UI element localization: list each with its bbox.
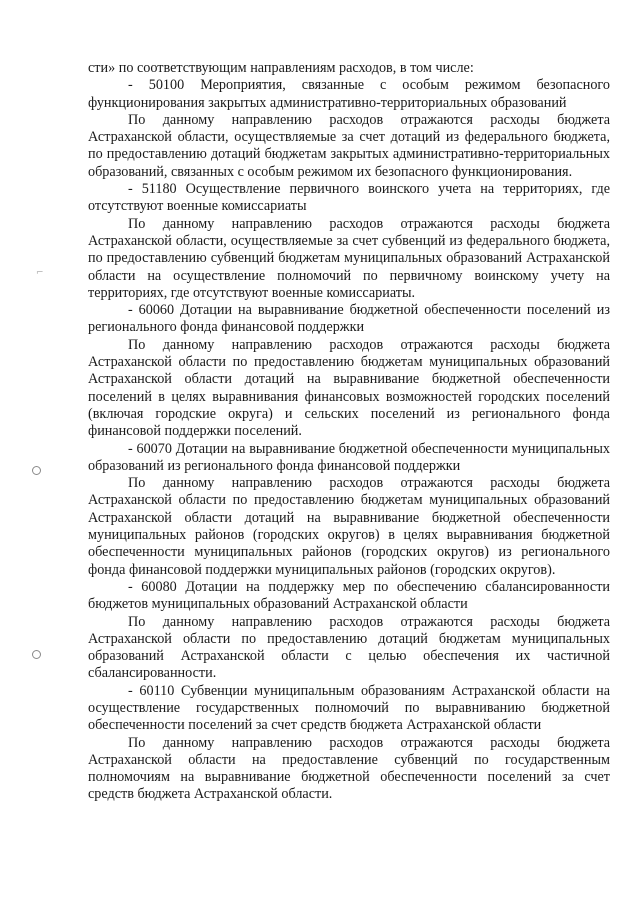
paragraph-60070-description: По данному направлению расходов отражаются расходы бюджета Астраханской области по предоставлению бюджетам муниципальных образований Астраханской области дотаций на выравнивание бюджетной обеспеченности муниципальных районов (городских округов) в целях выравнивания бюджетной обеспеченности муниципальных районов (городских округов) из регионального фонда финансовой поддержки муниципальных районов (городских округов).: [88, 475, 610, 578]
margin-mark: ⌐: [36, 268, 44, 278]
paragraph-60110-description: По данному направлению расходов отражаются расходы бюджета Астраханской области на предоставление субвенций по государственным полномочиям на выравнивание бюджетной обеспеченности поселений за счет средств бюджета Астраханской области.: [88, 734, 610, 803]
list-item-60070: - 60070 Дотации на выравнивание бюджетной обеспеченности муниципальных образований из регионального фонда финансовой поддержки: [88, 440, 610, 474]
list-item-60080: - 60080 Дотации на поддержку мер по обеспечению сбалансированности бюджетов муниципальных образований Астраханской области: [88, 578, 610, 613]
punch-hole-top: [32, 466, 41, 475]
paragraph-60080-description: По данному направлению расходов отражаются расходы бюджета Астраханской области по предоставлению дотаций бюджетам муниципальных образований Астраханской области с целью обеспечения их частичной сбалансированности.: [88, 613, 610, 682]
paragraph-60060-description: По данному направлению расходов отражаются расходы бюджета Астраханской области по предоставлению бюджетам муниципальных образований Астраханской области дотаций на выравнивание бюджетной обеспеченности поселений в целях выравнивания финансовых возможностей городских поселений (включая городские округа) и сельских поселений из регионального фонда финансовой поддержки поселений.: [88, 336, 610, 440]
paragraph-continuation: сти» по соответствующим направлениям расходов, в том числе:: [88, 60, 474, 76]
list-item-60060: - 60060 Дотации на выравнивание бюджетной обеспеченности поселений из регионального фонда финансовой поддержки: [88, 302, 610, 336]
document-body: [88, 60, 610, 804]
paragraph-51180-description: По данному направлению расходов отражаются расходы бюджета Астраханской области, осуществляемые за счет субвенций из федерального бюджета, по предоставлению субвенций бюджетам муниципальных образований Астраханской области на осуществление полномочий по первичному воинскому учету на территориях, где отсутствуют военные комиссариаты.: [88, 215, 610, 301]
list-item-51180: - 51180 Осуществление первичного воинского учета на территориях, где отсутствуют военные комиссариаты: [88, 181, 610, 215]
list-item-60110: - 60110 Субвенции муниципальным образованиям Астраханской области на осуществление государственных полномочий по выравниванию бюджетной обеспеченности поселений за счет средств бюджета Астраханской области: [88, 682, 610, 734]
list-item-50100: - 50100 Мероприятия, связанные с особым режимом безопасного функционирования закрытых административно-территориальных образований: [88, 77, 610, 111]
paragraph-50100-description: По данному направлению расходов отражаются расходы бюджета Астраханской области, осуществляемые за счет дотаций из федерального бюджета, по предоставлению дотаций бюджетам закрытых административно-территориальных образований, связанных с особым режимом их безопасного функционирования.: [88, 111, 610, 180]
punch-hole-bottom: [32, 650, 41, 659]
